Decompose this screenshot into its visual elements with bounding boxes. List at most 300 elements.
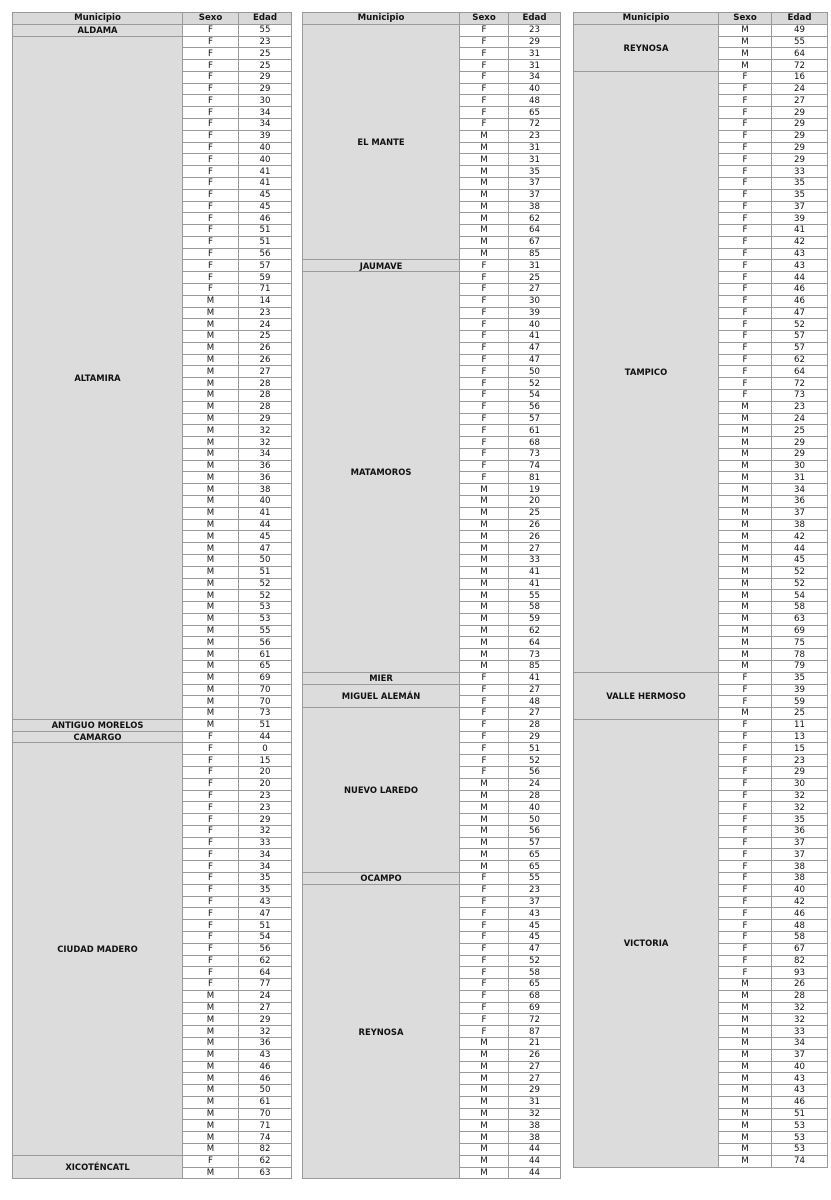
sexo-cell: F xyxy=(719,908,772,920)
edad-cell: 43 xyxy=(772,248,828,260)
edad-cell: 26 xyxy=(509,1049,561,1061)
sexo-cell: M xyxy=(460,213,509,225)
edad-cell: 29 xyxy=(772,130,828,142)
sexo-cell: F xyxy=(719,130,772,142)
sexo-cell: M xyxy=(460,802,509,814)
edad-cell: 46 xyxy=(772,908,828,920)
edad-cell: 25 xyxy=(239,48,292,60)
table-column-2 xyxy=(302,12,561,1179)
sexo-cell: F xyxy=(183,884,239,896)
edad-cell: 53 xyxy=(239,613,292,625)
sexo-cell: F xyxy=(719,955,772,967)
sexo-cell: M xyxy=(460,602,509,614)
edad-cell: 43 xyxy=(239,1049,292,1061)
sexo-cell: F xyxy=(460,684,509,696)
edad-cell: 31 xyxy=(772,472,828,484)
sexo-cell: F xyxy=(183,814,239,826)
municipio-cell: JAUMAVE xyxy=(303,260,460,272)
sexo-cell: F xyxy=(719,896,772,908)
sexo-cell: F xyxy=(460,719,509,731)
municipio-cell: CIUDAD MADERO xyxy=(13,743,183,1155)
edad-cell: 37 xyxy=(772,507,828,519)
table-column-3 xyxy=(573,12,828,1168)
edad-cell: 56 xyxy=(509,401,561,413)
edad-cell: 64 xyxy=(509,637,561,649)
sexo-cell: M xyxy=(460,566,509,578)
edad-cell: 44 xyxy=(509,1155,561,1167)
edad-cell: 24 xyxy=(239,319,292,331)
sexo-cell: M xyxy=(183,660,239,672)
municipio-cell: TAMPICO xyxy=(574,71,719,672)
sexo-cell: M xyxy=(460,825,509,837)
edad-cell: 32 xyxy=(239,425,292,437)
edad-cell: 51 xyxy=(239,566,292,578)
edad-cell: 30 xyxy=(772,778,828,790)
edad-cell: 65 xyxy=(509,107,561,119)
edad-cell: 28 xyxy=(772,990,828,1002)
sexo-cell: M xyxy=(719,437,772,449)
sexo-cell: F xyxy=(719,684,772,696)
sexo-cell: M xyxy=(460,861,509,873)
sexo-cell: F xyxy=(460,672,509,684)
edad-cell: 28 xyxy=(239,401,292,413)
edad-cell: 71 xyxy=(239,283,292,295)
sexo-cell: M xyxy=(183,672,239,684)
edad-cell: 25 xyxy=(509,507,561,519)
sexo-cell: F xyxy=(460,425,509,437)
sexo-cell: M xyxy=(183,507,239,519)
sexo-cell: M xyxy=(183,413,239,425)
sexo-cell: F xyxy=(183,248,239,260)
sexo-cell: M xyxy=(183,401,239,413)
sexo-cell: M xyxy=(719,1026,772,1038)
edad-cell: 69 xyxy=(239,672,292,684)
table-row xyxy=(13,743,292,755)
edad-cell: 34 xyxy=(509,71,561,83)
sexo-cell: M xyxy=(183,708,239,720)
sexo-cell: M xyxy=(719,990,772,1002)
table-row xyxy=(303,272,561,284)
edad-cell: 79 xyxy=(772,660,828,672)
sexo-cell: M xyxy=(460,1167,509,1179)
sexo-cell: M xyxy=(460,778,509,790)
municipio-cell: VALLE HERMOSO xyxy=(574,672,719,719)
sexo-cell: F xyxy=(460,767,509,779)
sexo-cell: F xyxy=(460,48,509,60)
edad-cell: 47 xyxy=(509,354,561,366)
header-edad: Edad xyxy=(509,13,561,25)
edad-cell: 24 xyxy=(772,413,828,425)
edad-cell: 27 xyxy=(509,684,561,696)
sexo-cell: F xyxy=(719,755,772,767)
sexo-cell: F xyxy=(460,472,509,484)
edad-cell: 23 xyxy=(239,36,292,48)
sexo-cell: M xyxy=(460,225,509,237)
edad-cell: 50 xyxy=(509,814,561,826)
edad-cell: 34 xyxy=(772,484,828,496)
edad-cell: 27 xyxy=(509,543,561,555)
table-row xyxy=(303,24,561,36)
edad-cell: 32 xyxy=(772,802,828,814)
edad-cell: 29 xyxy=(239,83,292,95)
edad-cell: 65 xyxy=(509,849,561,861)
edad-cell: 54 xyxy=(772,590,828,602)
edad-cell: 67 xyxy=(509,236,561,248)
sexo-cell: F xyxy=(719,154,772,166)
edad-cell: 57 xyxy=(772,331,828,343)
sexo-cell: F xyxy=(719,920,772,932)
edad-cell: 41 xyxy=(509,566,561,578)
edad-cell: 40 xyxy=(509,802,561,814)
sexo-cell: F xyxy=(719,71,772,83)
edad-cell: 47 xyxy=(772,307,828,319)
edad-cell: 45 xyxy=(239,189,292,201)
edad-cell: 40 xyxy=(239,154,292,166)
municipio-cell: EL MANTE xyxy=(303,24,460,260)
sexo-cell: F xyxy=(719,743,772,755)
edad-cell: 43 xyxy=(772,1085,828,1097)
sexo-cell: F xyxy=(719,825,772,837)
edad-cell: 26 xyxy=(239,342,292,354)
sexo-cell: M xyxy=(460,1049,509,1061)
sexo-cell: M xyxy=(460,1073,509,1085)
edad-cell: 63 xyxy=(239,1167,292,1179)
edad-cell: 41 xyxy=(509,578,561,590)
edad-cell: 51 xyxy=(239,225,292,237)
sexo-cell: F xyxy=(719,225,772,237)
edad-cell: 37 xyxy=(509,177,561,189)
sexo-cell: F xyxy=(460,955,509,967)
sexo-cell: F xyxy=(719,260,772,272)
table-row xyxy=(13,719,292,731)
sexo-cell: F xyxy=(183,107,239,119)
sexo-cell: M xyxy=(719,566,772,578)
edad-cell: 23 xyxy=(509,130,561,142)
sexo-cell: M xyxy=(719,1002,772,1014)
sexo-cell: F xyxy=(719,213,772,225)
edad-cell: 14 xyxy=(239,295,292,307)
sexo-cell: M xyxy=(460,166,509,178)
sexo-cell: F xyxy=(719,873,772,885)
sexo-cell: F xyxy=(719,236,772,248)
edad-cell: 45 xyxy=(772,554,828,566)
edad-cell: 73 xyxy=(239,708,292,720)
sexo-cell: M xyxy=(460,177,509,189)
sexo-cell: M xyxy=(460,1085,509,1097)
sexo-cell: M xyxy=(183,448,239,460)
sexo-cell: F xyxy=(460,107,509,119)
sexo-cell: F xyxy=(460,342,509,354)
edad-cell: 56 xyxy=(509,825,561,837)
edad-cell: 62 xyxy=(772,354,828,366)
edad-cell: 23 xyxy=(772,401,828,413)
sexo-cell: M xyxy=(719,24,772,36)
sexo-cell: M xyxy=(460,837,509,849)
edad-cell: 74 xyxy=(239,1132,292,1144)
header-row xyxy=(303,13,561,25)
sexo-cell: F xyxy=(719,319,772,331)
edad-cell: 35 xyxy=(239,873,292,885)
edad-cell: 52 xyxy=(772,566,828,578)
edad-cell: 64 xyxy=(772,366,828,378)
edad-cell: 27 xyxy=(239,366,292,378)
sexo-cell: M xyxy=(183,1073,239,1085)
sexo-cell: M xyxy=(460,1096,509,1108)
sexo-cell: M xyxy=(460,649,509,661)
sexo-cell: F xyxy=(460,24,509,36)
edad-cell: 37 xyxy=(509,189,561,201)
sexo-cell: F xyxy=(719,814,772,826)
edad-cell: 41 xyxy=(239,166,292,178)
edad-cell: 0 xyxy=(239,743,292,755)
edad-cell: 29 xyxy=(239,71,292,83)
municipio-cell: VICTORIA xyxy=(574,719,719,1167)
edad-cell: 27 xyxy=(239,1002,292,1014)
edad-cell: 57 xyxy=(239,260,292,272)
edad-cell: 26 xyxy=(509,531,561,543)
edad-cell: 23 xyxy=(239,802,292,814)
sexo-cell: F xyxy=(183,225,239,237)
sexo-cell: F xyxy=(719,177,772,189)
edad-cell: 44 xyxy=(509,1144,561,1156)
edad-cell: 29 xyxy=(772,437,828,449)
edad-cell: 32 xyxy=(239,1026,292,1038)
edad-cell: 64 xyxy=(239,967,292,979)
sexo-cell: F xyxy=(183,825,239,837)
edad-cell: 25 xyxy=(772,708,828,720)
header-municipio: Municipio xyxy=(13,13,183,25)
header-municipio: Municipio xyxy=(303,13,460,25)
edad-cell: 15 xyxy=(239,755,292,767)
sexo-cell: M xyxy=(719,602,772,614)
sexo-cell: F xyxy=(719,719,772,731)
sexo-cell: F xyxy=(719,142,772,154)
sexo-cell: M xyxy=(183,649,239,661)
sexo-cell: F xyxy=(183,943,239,955)
edad-cell: 29 xyxy=(239,814,292,826)
sexo-cell: M xyxy=(460,637,509,649)
header-row xyxy=(574,13,828,25)
edad-cell: 82 xyxy=(239,1144,292,1156)
header-row xyxy=(13,13,292,25)
table-row xyxy=(303,672,561,684)
edad-cell: 33 xyxy=(772,1026,828,1038)
sexo-cell: F xyxy=(183,36,239,48)
sexo-cell: F xyxy=(719,95,772,107)
sexo-cell: M xyxy=(719,1155,772,1167)
sexo-cell: M xyxy=(719,1085,772,1097)
edad-cell: 41 xyxy=(239,177,292,189)
edad-cell: 35 xyxy=(772,814,828,826)
edad-cell: 46 xyxy=(772,295,828,307)
edad-cell: 45 xyxy=(239,531,292,543)
edad-cell: 35 xyxy=(772,672,828,684)
sexo-cell: M xyxy=(719,401,772,413)
edad-cell: 29 xyxy=(772,142,828,154)
edad-cell: 65 xyxy=(509,979,561,991)
municipio-cell: NUEVO LAREDO xyxy=(303,708,460,873)
sexo-cell: M xyxy=(719,1132,772,1144)
sexo-cell: M xyxy=(460,496,509,508)
table-row xyxy=(574,719,828,731)
sexo-cell: F xyxy=(460,967,509,979)
edad-cell: 65 xyxy=(509,861,561,873)
edad-cell: 21 xyxy=(509,1037,561,1049)
edad-cell: 69 xyxy=(772,625,828,637)
sexo-cell: M xyxy=(719,36,772,48)
sexo-cell: M xyxy=(719,48,772,60)
sexo-cell: M xyxy=(719,531,772,543)
sexo-cell: M xyxy=(183,1132,239,1144)
edad-cell: 51 xyxy=(509,743,561,755)
edad-cell: 39 xyxy=(772,213,828,225)
sexo-cell: M xyxy=(460,613,509,625)
sexo-cell: F xyxy=(460,283,509,295)
sexo-cell: F xyxy=(719,672,772,684)
edad-cell: 50 xyxy=(239,1085,292,1097)
edad-cell: 29 xyxy=(509,36,561,48)
sexo-cell: M xyxy=(719,484,772,496)
edad-cell: 29 xyxy=(772,119,828,131)
edad-cell: 37 xyxy=(772,849,828,861)
edad-cell: 52 xyxy=(239,578,292,590)
edad-cell: 32 xyxy=(772,790,828,802)
sexo-cell: M xyxy=(183,566,239,578)
sexo-cell: F xyxy=(460,990,509,1002)
sexo-cell: M xyxy=(719,543,772,555)
edad-cell: 68 xyxy=(509,437,561,449)
edad-cell: 31 xyxy=(509,260,561,272)
sexo-cell: F xyxy=(719,861,772,873)
sexo-cell: F xyxy=(183,201,239,213)
sexo-cell: F xyxy=(460,354,509,366)
edad-cell: 75 xyxy=(772,637,828,649)
sexo-cell: F xyxy=(183,60,239,72)
edad-cell: 45 xyxy=(509,931,561,943)
sexo-cell: F xyxy=(183,767,239,779)
sexo-cell: F xyxy=(460,307,509,319)
edad-cell: 52 xyxy=(509,755,561,767)
edad-cell: 35 xyxy=(772,177,828,189)
municipio-cell: XICOTÉNCATL xyxy=(13,1155,183,1179)
edad-cell: 43 xyxy=(509,908,561,920)
sexo-cell: M xyxy=(183,578,239,590)
sexo-cell: F xyxy=(460,755,509,767)
edad-cell: 34 xyxy=(239,849,292,861)
edad-cell: 15 xyxy=(772,743,828,755)
edad-cell: 40 xyxy=(772,884,828,896)
header-sexo: Sexo xyxy=(719,13,772,25)
edad-cell: 40 xyxy=(509,319,561,331)
sexo-cell: F xyxy=(183,48,239,60)
edad-cell: 55 xyxy=(509,590,561,602)
edad-cell: 29 xyxy=(772,107,828,119)
edad-cell: 46 xyxy=(239,213,292,225)
edad-cell: 56 xyxy=(239,637,292,649)
sexo-cell: F xyxy=(719,778,772,790)
sexo-cell: F xyxy=(460,943,509,955)
edad-cell: 24 xyxy=(239,990,292,1002)
header-sexo: Sexo xyxy=(460,13,509,25)
sexo-cell: F xyxy=(460,884,509,896)
table-row xyxy=(303,260,561,272)
edad-cell: 36 xyxy=(239,1037,292,1049)
sexo-cell: M xyxy=(719,979,772,991)
sexo-cell: M xyxy=(183,331,239,343)
sexo-cell: F xyxy=(460,390,509,402)
edad-cell: 44 xyxy=(772,272,828,284)
municipio-cell: MATAMOROS xyxy=(303,272,460,673)
edad-cell: 58 xyxy=(509,602,561,614)
sexo-cell: M xyxy=(460,142,509,154)
sexo-cell: M xyxy=(460,625,509,637)
edad-cell: 37 xyxy=(772,1049,828,1061)
sexo-cell: F xyxy=(183,177,239,189)
edad-cell: 64 xyxy=(772,48,828,60)
edad-cell: 20 xyxy=(239,767,292,779)
sexo-cell: M xyxy=(460,507,509,519)
sexo-cell: F xyxy=(460,448,509,460)
edad-cell: 72 xyxy=(772,60,828,72)
sexo-cell: F xyxy=(460,272,509,284)
edad-cell: 44 xyxy=(772,543,828,555)
edad-cell: 72 xyxy=(509,119,561,131)
edad-cell: 32 xyxy=(239,825,292,837)
edad-cell: 72 xyxy=(772,378,828,390)
sexo-cell: M xyxy=(460,1120,509,1132)
sexo-cell: M xyxy=(460,248,509,260)
edad-cell: 34 xyxy=(239,861,292,873)
edad-cell: 53 xyxy=(772,1132,828,1144)
edad-cell: 37 xyxy=(509,896,561,908)
sexo-cell: M xyxy=(183,484,239,496)
sexo-cell: M xyxy=(183,602,239,614)
edad-cell: 25 xyxy=(509,272,561,284)
sexo-cell: F xyxy=(183,154,239,166)
sexo-cell: F xyxy=(719,201,772,213)
sexo-cell: M xyxy=(183,354,239,366)
sexo-cell: M xyxy=(719,613,772,625)
sexo-cell: F xyxy=(460,401,509,413)
edad-cell: 29 xyxy=(509,1085,561,1097)
sexo-cell: M xyxy=(183,1096,239,1108)
municipio-cell: REYNOSA xyxy=(574,24,719,71)
edad-cell: 31 xyxy=(509,48,561,60)
sexo-cell: F xyxy=(183,731,239,743)
municipio-cell: OCAMPO xyxy=(303,873,460,885)
edad-cell: 55 xyxy=(239,24,292,36)
table-row xyxy=(13,24,292,36)
edad-cell: 36 xyxy=(772,825,828,837)
sexo-cell: F xyxy=(719,166,772,178)
edad-cell: 43 xyxy=(772,1073,828,1085)
sexo-cell: M xyxy=(460,1132,509,1144)
edad-cell: 37 xyxy=(772,201,828,213)
edad-cell: 57 xyxy=(509,837,561,849)
sexo-cell: F xyxy=(719,849,772,861)
edad-cell: 51 xyxy=(239,719,292,731)
edad-cell: 27 xyxy=(509,1073,561,1085)
sexo-cell: F xyxy=(183,849,239,861)
edad-cell: 52 xyxy=(509,955,561,967)
sexo-cell: M xyxy=(183,319,239,331)
edad-cell: 26 xyxy=(772,979,828,991)
edad-cell: 29 xyxy=(772,154,828,166)
sexo-cell: M xyxy=(183,1108,239,1120)
sexo-cell: F xyxy=(183,908,239,920)
edad-cell: 43 xyxy=(772,260,828,272)
edad-cell: 56 xyxy=(509,767,561,779)
